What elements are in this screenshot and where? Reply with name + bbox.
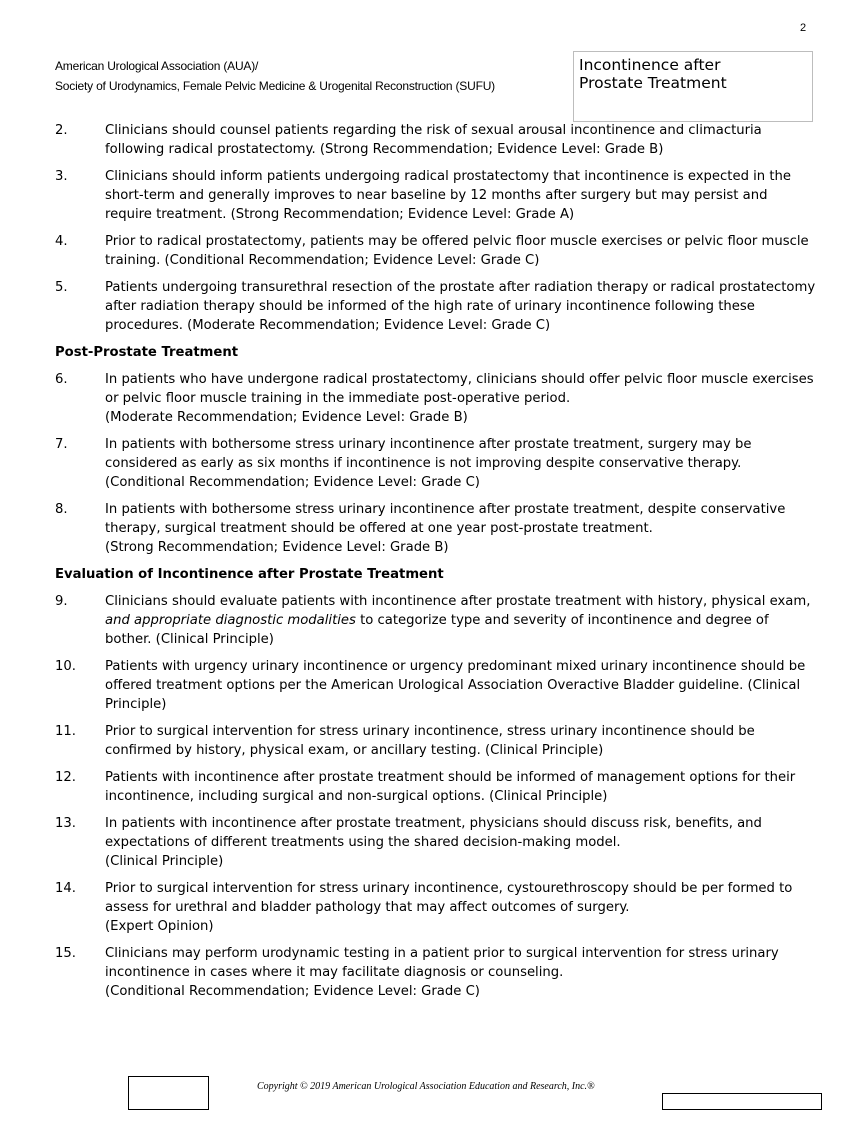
- organization-header: [55, 56, 495, 96]
- title-line-1: Incontinence after: [579, 56, 721, 74]
- statement-number: 2.: [55, 123, 68, 138]
- statement-evidence: (Moderate Recommendation; Evidence Level: Grade B): [105, 410, 468, 425]
- statement-text-part: to categorize type and severity of incontinence and degree of bother. (Clinical Principle): [105, 613, 769, 647]
- statement-text: Clinicians should inform patients undergoing radical prostatectomy that incontinence is expected in the short-term and generally improves to near baseline by 12 months after surgery but may persist and require treatment. (Strong Recommendation; Evidence Level: Grade A): [105, 169, 792, 222]
- footer-empty-box-right: [662, 1093, 822, 1110]
- statement-evidence: (Expert Opinion): [105, 919, 214, 934]
- statement-text-part: Clinicians should evaluate patients with incontinence after prostate treatment with history, physical exam,: [105, 594, 811, 609]
- statement-text: Clinicians should counsel patients regarding the risk of sexual arousal incontinence and climacturia following radical prostatectomy. (Strong Recommendation; Evidence Level: Grade B): [105, 123, 762, 157]
- statement-number: 7.: [55, 437, 68, 452]
- statement-3: [55, 167, 817, 224]
- statement-body: [105, 435, 817, 492]
- statement-text: In patients with bothersome stress urinary incontinence after prostate treatment, despite conservative therapy, surgical treatment should be offered at one year post-prostate treatment.: [105, 502, 786, 536]
- page-number: 2: [800, 22, 807, 34]
- statement-evidence: (Strong Recommendation; Evidence Level: Grade B): [105, 540, 449, 555]
- statement-text: Prior to radical prostatectomy, patients may be offered pelvic floor muscle exercises or pelvic floor muscle training. (Conditional Recommendation; Evidence Level: Grade C): [105, 234, 809, 268]
- statement-13: [55, 814, 817, 871]
- statement-body: [105, 944, 817, 1001]
- statement-text: In patients with bothersome stress urinary incontinence after prostate treatment, surgery may be considered as early as six months if incontinence is not improving despite conservative therapy.: [105, 437, 752, 471]
- statement-12: [55, 768, 817, 806]
- statement-5: [55, 278, 817, 335]
- statement-15: [55, 944, 817, 1001]
- statement-number: 15.: [55, 946, 76, 961]
- statement-text: Patients with urgency urinary incontinence or urgency predominant mixed urinary incontinence should be offered treatment options per the American Urological Association Overactive Bladder guideline. (Clinical Principle): [105, 659, 806, 712]
- statement-10: [55, 657, 817, 714]
- statement-text: Prior to surgical intervention for stress urinary incontinence, cystourethroscopy should be per formed to assess for urethral and bladder pathology that may affect outcomes of surgery.: [105, 881, 793, 915]
- statement-number: 4.: [55, 234, 68, 249]
- title-line-2: Prostate Treatment: [579, 74, 727, 92]
- statement-evidence: (Conditional Recommendation; Evidence Level: Grade C): [105, 475, 480, 490]
- statement-number: 8.: [55, 502, 68, 517]
- statement-6: [55, 370, 817, 427]
- statement-text: In patients who have undergone radical prostatectomy, clinicians should offer pelvic floor muscle exercises or pelvic floor muscle training in the immediate post-operative period.: [105, 372, 814, 406]
- statement-2: [55, 121, 817, 159]
- statement-number: 12.: [55, 770, 76, 785]
- statement-number: 13.: [55, 816, 76, 831]
- statement-text: Prior to surgical intervention for stress urinary incontinence, stress urinary incontinence should be confirmed by history, physical exam, or ancillary testing. (Clinical Principle): [105, 724, 755, 758]
- statement-number: 10.: [55, 659, 76, 674]
- statement-body: [105, 814, 817, 871]
- copyright-notice: Copyright © 2019 American Urological Association Education and Research, Inc.®: [257, 1081, 595, 1092]
- org-line-1: American Urological Association (AUA)/: [55, 59, 259, 73]
- statement-number: 3.: [55, 169, 68, 184]
- statement-9: [55, 592, 817, 649]
- statement-evidence: (Clinical Principle): [105, 854, 224, 869]
- statement-11: [55, 722, 817, 760]
- section-heading-evaluation: Evaluation of Incontinence after Prostate Treatment: [55, 567, 444, 582]
- org-line-2: Society of Urodynamics, Female Pelvic Medicine & Urogenital Reconstruction (SUFU): [55, 79, 495, 93]
- guideline-content: [55, 121, 817, 1009]
- statement-evidence: (Conditional Recommendation; Evidence Level: Grade C): [105, 984, 480, 999]
- document-title-box: [573, 51, 813, 122]
- statement-text: Clinicians may perform urodynamic testing in a patient prior to surgical intervention for stress urinary incontinence in cases where it may facilitate diagnosis or counseling.: [105, 946, 779, 980]
- statement-8: [55, 500, 817, 557]
- statement-text: [105, 592, 817, 649]
- statement-4: [55, 232, 817, 270]
- statement-number: 9.: [55, 594, 68, 609]
- statement-text: Patients with incontinence after prostate treatment should be informed of management options for their incontinence, including surgical and non-surgical options. (Clinical Principle): [105, 770, 796, 804]
- statement-body: [105, 370, 817, 427]
- statement-number: 11.: [55, 724, 76, 739]
- footer-empty-box-left: [128, 1076, 209, 1110]
- statement-number: 14.: [55, 881, 76, 896]
- statement-body: [105, 500, 817, 557]
- statement-14: [55, 879, 817, 936]
- statement-text: In patients with incontinence after prostate treatment, physicians should discuss risk, benefits, and expectations of different treatments using the shared decision-making model.: [105, 816, 762, 850]
- statement-body: [105, 879, 817, 936]
- statement-number: 5.: [55, 280, 68, 295]
- statement-text: Patients undergoing transurethral resection of the prostate after radiation therapy or radical prostatectomy after radiation therapy should be informed of the high rate of urinary incontinence following these procedures. (Moderate Recommendation; Evidence Level: Grade C): [105, 280, 816, 333]
- statement-number: 6.: [55, 372, 68, 387]
- statement-7: [55, 435, 817, 492]
- statement-emphasis: and appropriate diagnostic modalities: [105, 613, 356, 628]
- section-heading-post-prostate-treatment: Post-Prostate Treatment: [55, 345, 239, 360]
